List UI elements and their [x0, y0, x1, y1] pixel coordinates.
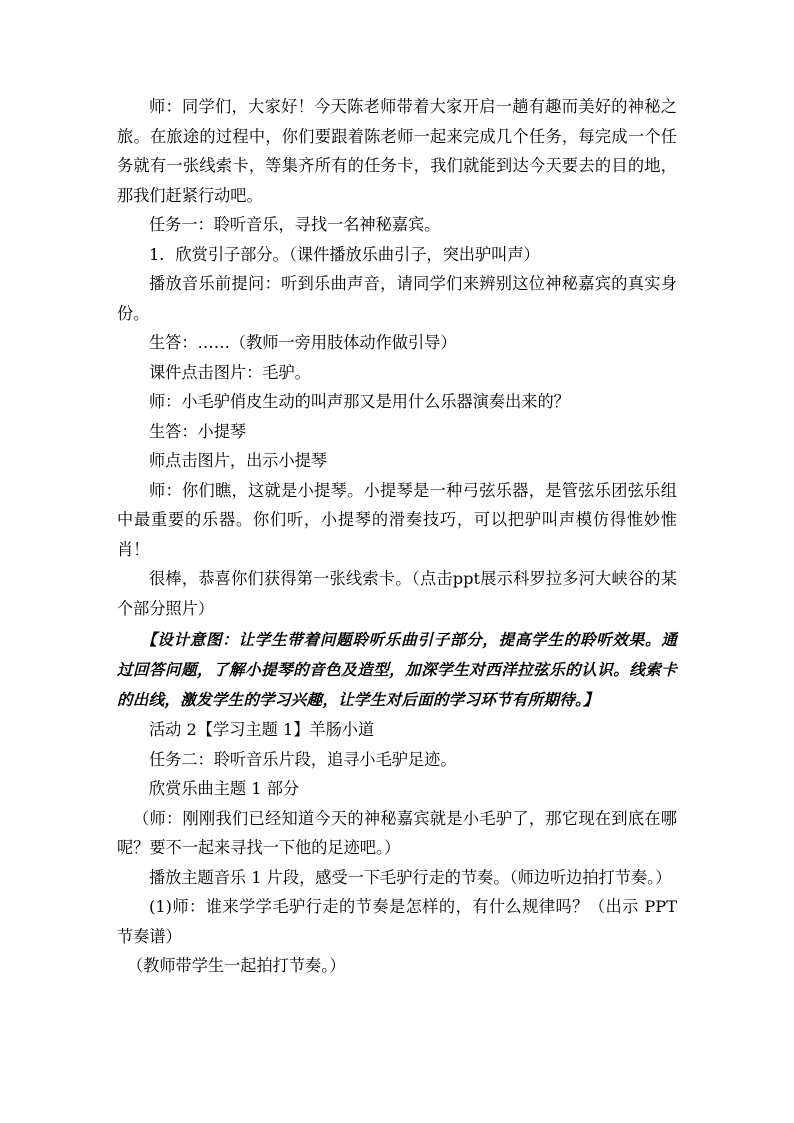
paragraph-teacher-question: 师：小毛驴俏皮生动的叫声那又是用什么乐器演奏出来的？	[149, 392, 570, 411]
paragraph-theme-one: 欣赏乐曲主题 1 部分	[149, 779, 300, 798]
paragraph-question-before-music: 播放音乐前提问：听到乐曲声音，请同学们来辨别这位神秘嘉宾的真实身份。	[117, 274, 677, 323]
paragraph-first-clue-card: 很棒，恭喜你们获得第一张线索卡。（点击ppt展示科罗拉多河大峡谷的某个部分照片）	[117, 569, 677, 618]
paragraph-student-violin: 生答：小提琴	[149, 421, 247, 441]
paragraph-activity-two: 活动 2【学习主题 1】羊肠小道	[149, 720, 375, 739]
paragraph-clap-rhythm: （教师带学生一起拍打节奏。）	[127, 956, 346, 975]
paragraph-task-two: 任务二：聆听音乐片段，追寻小毛驴足迹。	[149, 749, 457, 769]
paragraph-violin-explanation: 师：你们瞧，这就是小提琴。小提琴是一种弓弦乐器，是管弦乐团弦乐组中最重要的乐器。你们听，小提琴的滑奏技巧，可以把驴叫声模仿得惟妙惟肖！	[117, 480, 677, 559]
paragraph-student-answer: 生答：……（教师一旁用肢体动作做引导）	[149, 333, 457, 352]
document-body	[117, 92, 677, 981]
paragraph-intro-appreciation: 1．欣赏引子部分。（课件播放乐曲引子，突出驴叫声）	[149, 244, 540, 264]
paragraph-task-one: 任务一：聆听音乐，寻找一名神秘嘉宾。	[149, 215, 441, 234]
paragraph-greeting: 师：同学们，大家好！今天陈老师带着大家开启一趟有趣而美好的神秘之旅。在旅途的过程中，你们要跟着陈老师一起来完成几个任务，每完成一个任务就有一张线索卡，等集齐所有的任务卡，我们就能到达今天要去的目的地，那我们赶紧行动吧。	[117, 97, 677, 205]
paragraph-show-violin: 师点击图片，出示小提琴	[149, 451, 328, 470]
design-intent: 【设计意图：让学生带着问题聆听乐曲引子部分，提高学生的聆听效果。通过回答问题，了解小提琴的音色及造型，加深学生对西洋拉弦乐的认识。线索卡的出线，激发学生的学习兴趣，让学生对后面的学习环节有所期待。】	[117, 631, 677, 709]
paragraph-teacher-footprints: （师：刚刚我们已经知道今天的神秘嘉宾就是小毛驴了，那它现在到底在哪呢？要不一起来寻找一下他的足迹吧。）	[117, 808, 677, 857]
paragraph-rhythm-question: (1)师：谁来学学毛驴行走的节奏是怎样的，有什么规律吗？（出示 PPT 节奏谱）	[117, 897, 677, 946]
paragraph-click-donkey: 课件点击图片：毛驴。	[149, 362, 311, 382]
paragraph-play-theme: 播放主题音乐 1 片段，感受一下毛驴行走的节奏。（师边听边拍打节奏。）	[149, 867, 672, 887]
